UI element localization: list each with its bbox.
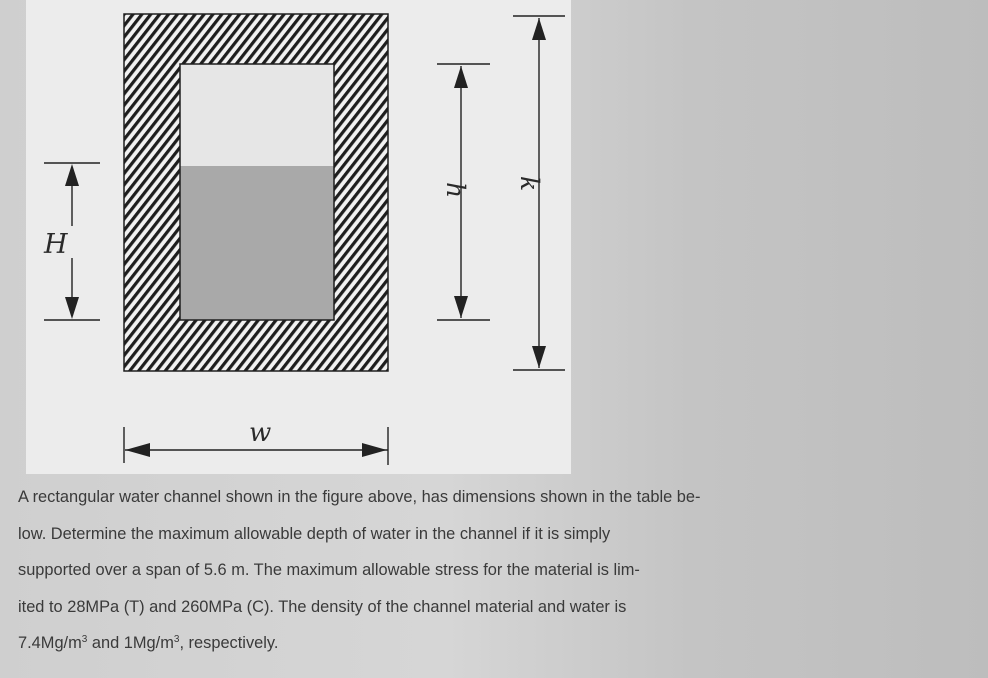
label-w: w [249, 418, 272, 448]
density-water-value: and 1Mg/m [87, 634, 174, 652]
problem-line-5-end: , respectively. [179, 634, 279, 652]
channel-water [180, 166, 334, 320]
problem-line-2: low. Determine the maximum allowable depth of water in the channel if it is simply [18, 524, 611, 543]
label-H: H [44, 229, 68, 260]
problem-line-1: A rectangular water channel shown in the figure above, has dimensions shown in the table be- [18, 488, 701, 506]
channel-interior-air [180, 64, 334, 166]
problem-line-3: supported over a span of 5.6 m. The maximum allowable stress for the material is lim- [18, 561, 640, 579]
dimension-k [513, 16, 565, 370]
density-channel-value: 7.4Mg/m [18, 634, 82, 652]
label-h: h [441, 182, 470, 199]
label-k: k [515, 176, 544, 192]
problem-line-4: ited to 28MPa (T) and 260MPa (C). The density of the channel material and water is [18, 597, 627, 616]
density-water-exponent: 3 [173, 634, 180, 645]
problem-line-5 [18, 630, 808, 667]
problem-statement [18, 484, 808, 667]
density-channel-exponent: 3 [81, 634, 88, 645]
